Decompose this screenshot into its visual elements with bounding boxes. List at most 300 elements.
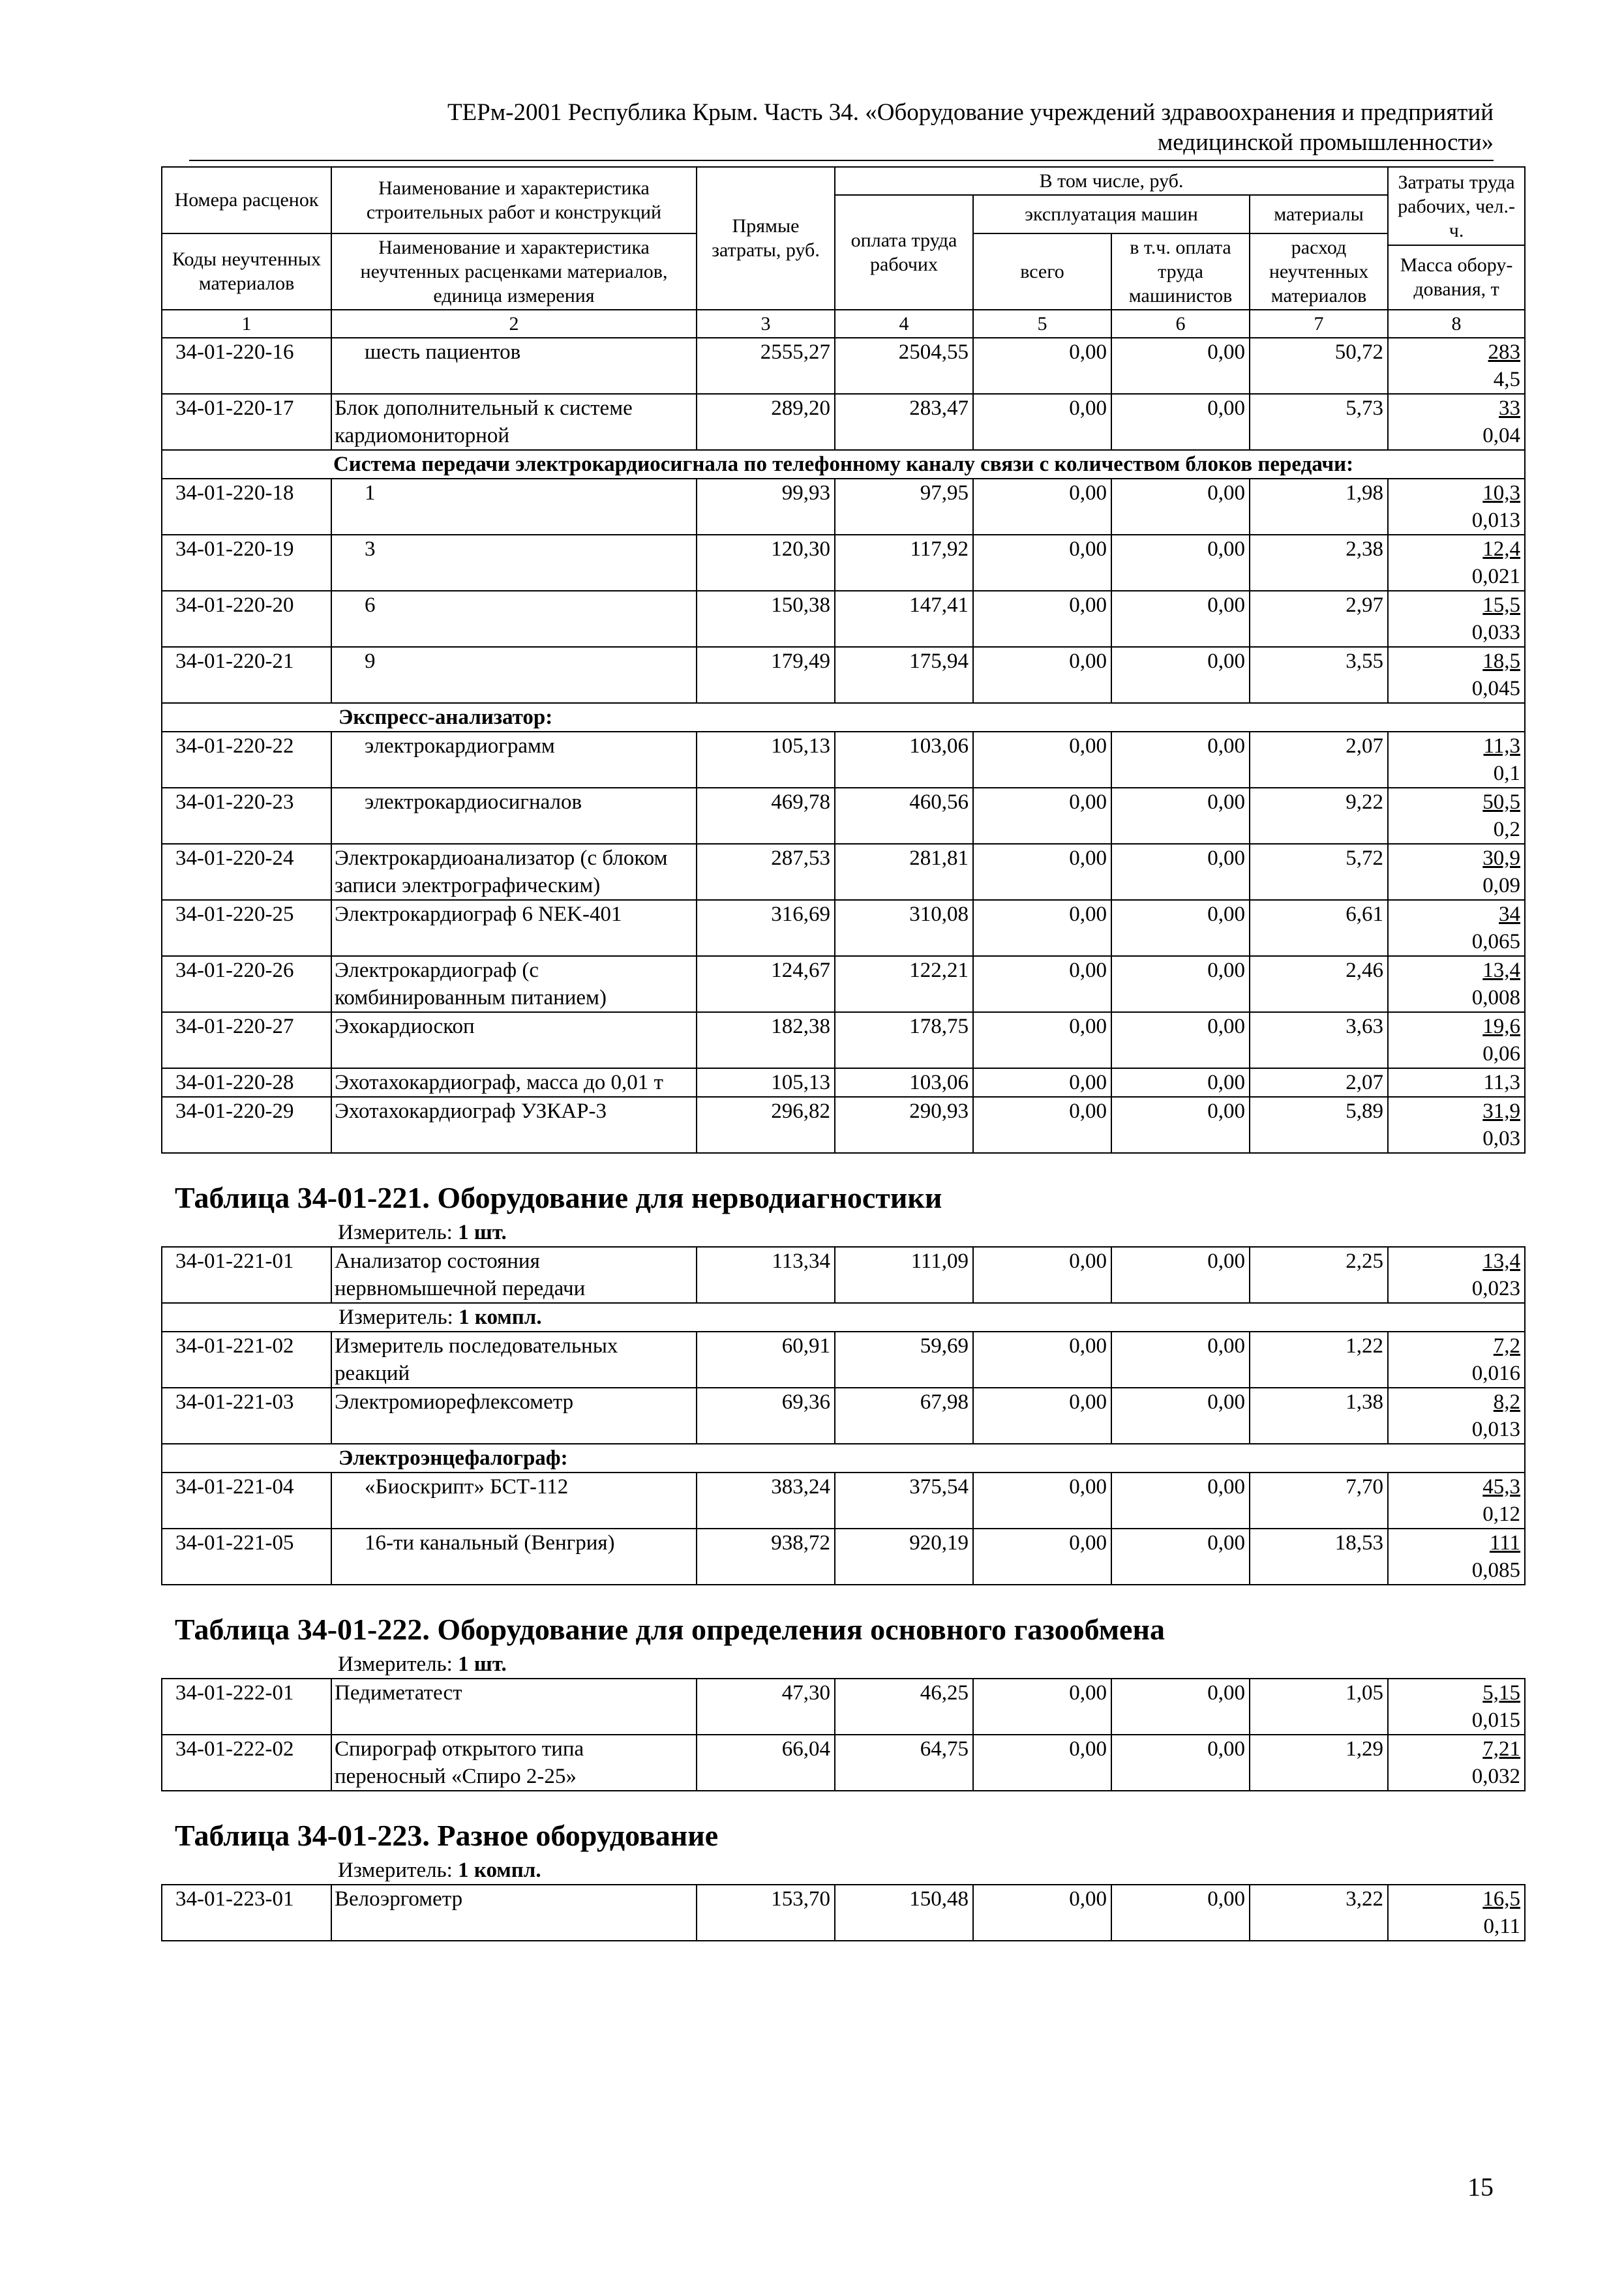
machines-total: 0,00 — [973, 394, 1111, 450]
equipment-mass: 0,016 — [1471, 1361, 1521, 1385]
head-machines: эксплуатация машин — [973, 195, 1250, 233]
head-machines-total: всего — [973, 233, 1111, 310]
labor-costs: 10,3 — [1482, 481, 1521, 505]
table-row — [162, 1247, 1525, 1303]
rate-code: 34-01-220-21 — [162, 647, 331, 703]
labor-and-mass — [1388, 1388, 1525, 1444]
labor-costs: 31,9 — [1482, 1099, 1521, 1123]
equipment-mass: 0,065 — [1471, 929, 1521, 953]
worker-pay: 178,75 — [835, 1012, 973, 1068]
table-title-row — [162, 1791, 1525, 1857]
rate-code: 34-01-220-16 — [162, 338, 331, 394]
labor-costs: 30,9 — [1482, 846, 1521, 870]
measure-label: Измеритель: — [338, 1858, 459, 1882]
labor-and-mass — [1388, 647, 1525, 703]
worker-pay: 103,06 — [835, 732, 973, 788]
equipment-mass: 4,5 — [1493, 367, 1521, 391]
machines-total: 0,00 — [973, 591, 1111, 647]
rate-code: 34-01-222-01 — [162, 1679, 331, 1735]
head-labor-costs: Затраты труда рабочих, чел.-ч. — [1388, 167, 1525, 245]
table-row — [162, 479, 1525, 535]
table-title-223: Таблица 34-01-223. Разное оборудование — [175, 1818, 719, 1852]
rate-name: Электрокардиограф 6 NEK-401 — [331, 900, 697, 956]
table-title-222: Таблица 34-01-222. Оборудование для определения основного газообмена — [175, 1612, 1165, 1646]
machines-total: 0,00 — [973, 1473, 1111, 1529]
table-row — [162, 1885, 1525, 1941]
machines-total: 0,00 — [973, 1735, 1111, 1791]
table-row — [162, 535, 1525, 591]
table-body — [162, 338, 1525, 1941]
materials-cost: 5,72 — [1250, 844, 1388, 900]
header-rule — [189, 160, 1494, 161]
labor-and-mass — [1388, 1012, 1525, 1068]
worker-pay: 290,93 — [835, 1097, 973, 1153]
head-materials: материалы — [1250, 195, 1388, 233]
materials-cost: 2,97 — [1250, 591, 1388, 647]
machinist-pay: 0,00 — [1111, 394, 1250, 450]
direct-costs: 120,30 — [697, 535, 835, 591]
labor-costs: 8,2 — [1493, 1390, 1521, 1414]
machinist-pay: 0,00 — [1111, 900, 1250, 956]
rate-name: Измеритель последовательных реакций — [331, 1332, 697, 1388]
labor-and-mass — [1388, 1885, 1525, 1941]
labor-costs: 283 — [1488, 340, 1521, 364]
labor-and-mass — [1388, 1247, 1525, 1303]
rate-name: 9 — [331, 647, 697, 703]
equipment-mass: 0,04 — [1482, 423, 1521, 447]
direct-costs: 66,04 — [697, 1735, 835, 1791]
labor-and-mass — [1388, 956, 1525, 1012]
head-machinist-pay: в т.ч. оплата труда машинистов — [1111, 233, 1250, 310]
direct-costs: 938,72 — [697, 1529, 835, 1585]
table-title-row — [162, 1153, 1525, 1219]
rate-name: 16-ти канальный (Венгрия) — [331, 1529, 697, 1585]
labor-and-mass — [1388, 1332, 1525, 1388]
materials-cost: 5,73 — [1250, 394, 1388, 450]
table-title-221: Таблица 34-01-221. Оборудование для нерводиагностики — [175, 1180, 942, 1214]
labor-costs: 12,4 — [1482, 537, 1521, 561]
rate-name: 1 — [331, 479, 697, 535]
labor-costs: 16,5 — [1482, 1887, 1521, 1911]
head-material-names: Наименование и характеристика неучтенных расценками материалов, единица измерения — [331, 233, 697, 310]
labor-and-mass — [1388, 479, 1525, 535]
equipment-mass: 0,2 — [1493, 817, 1521, 841]
machines-total: 0,00 — [973, 1388, 1111, 1444]
machinist-pay: 0,00 — [1111, 1247, 1250, 1303]
equipment-mass: 0,045 — [1471, 676, 1521, 700]
machinist-pay: 0,00 — [1111, 1885, 1250, 1941]
equipment-mass: 0,021 — [1471, 564, 1521, 588]
machinist-pay: 0,00 — [1111, 1012, 1250, 1068]
machinist-pay: 0,00 — [1111, 844, 1250, 900]
page-number: 15 — [1467, 2172, 1494, 2202]
worker-pay: 283,47 — [835, 394, 973, 450]
labor-and-mass — [1388, 338, 1525, 394]
direct-costs: 153,70 — [697, 1885, 835, 1941]
labor-and-mass — [1388, 1097, 1525, 1153]
machines-total: 0,00 — [973, 844, 1111, 900]
worker-pay: 920,19 — [835, 1529, 973, 1585]
subheading-row — [162, 450, 1525, 479]
subheading: Система передачи электрокардиосигнала по телефонному каналу связи с количеством блоков передачи: — [162, 450, 1525, 479]
materials-cost: 3,55 — [1250, 647, 1388, 703]
machinist-pay: 0,00 — [1111, 591, 1250, 647]
table-row — [162, 844, 1525, 900]
materials-cost: 3,63 — [1250, 1012, 1388, 1068]
table-row — [162, 647, 1525, 703]
materials-cost: 2,25 — [1250, 1247, 1388, 1303]
equipment-mass: 0,013 — [1471, 508, 1521, 532]
worker-pay: 281,81 — [835, 844, 973, 900]
rate-name: 6 — [331, 591, 697, 647]
table-row — [162, 1012, 1525, 1068]
rate-code: 34-01-220-25 — [162, 900, 331, 956]
rate-code: 34-01-220-27 — [162, 1012, 331, 1068]
rate-name: Электромиорефлексометр — [331, 1388, 697, 1444]
direct-costs: 113,34 — [697, 1247, 835, 1303]
direct-costs: 316,69 — [697, 900, 835, 956]
col-num: 5 — [973, 310, 1111, 338]
col-num: 8 — [1388, 310, 1525, 338]
rate-code: 34-01-220-26 — [162, 956, 331, 1012]
direct-costs: 469,78 — [697, 788, 835, 844]
equipment-mass: 0,03 — [1482, 1126, 1521, 1150]
table-row — [162, 900, 1525, 956]
labor-costs: 19,6 — [1482, 1014, 1521, 1038]
labor-and-mass — [1388, 1473, 1525, 1529]
labor-and-mass — [1388, 535, 1525, 591]
labor-and-mass — [1388, 788, 1525, 844]
materials-cost: 1,38 — [1250, 1388, 1388, 1444]
machinist-pay: 0,00 — [1111, 732, 1250, 788]
direct-costs: 383,24 — [697, 1473, 835, 1529]
labor-and-mass — [1388, 900, 1525, 956]
machines-total: 0,00 — [973, 732, 1111, 788]
rate-name: Эхотахокардиограф, масса до 0,01 т — [331, 1068, 697, 1097]
worker-pay: 64,75 — [835, 1735, 973, 1791]
labor-costs: 7,21 — [1482, 1737, 1521, 1761]
worker-pay: 2504,55 — [835, 338, 973, 394]
rate-code: 34-01-220-19 — [162, 535, 331, 591]
table-row — [162, 1068, 1525, 1097]
table-row — [162, 1097, 1525, 1153]
equipment-mass: 0,032 — [1471, 1764, 1521, 1788]
rate-name: шесть пациентов — [331, 338, 697, 394]
table-row — [162, 338, 1525, 394]
machinist-pay: 0,00 — [1111, 479, 1250, 535]
equipment-mass: 0,11 — [1483, 1914, 1521, 1938]
measure-label: Измеритель: — [338, 1220, 459, 1244]
materials-cost: 2,38 — [1250, 535, 1388, 591]
head-rate-numbers: Номера расценок — [162, 167, 331, 233]
worker-pay: 103,06 — [835, 1068, 973, 1097]
col-num: 4 — [835, 310, 973, 338]
subheading: Электроэнцефалограф: — [162, 1444, 1525, 1473]
rate-name: Велоэргометр — [331, 1885, 697, 1941]
rate-code: 34-01-221-03 — [162, 1388, 331, 1444]
worker-pay: 150,48 — [835, 1885, 973, 1941]
materials-cost: 3,22 — [1250, 1885, 1388, 1941]
worker-pay: 310,08 — [835, 900, 973, 956]
subheading: Экспресс-анализатор: — [162, 703, 1525, 732]
rate-code: 34-01-221-01 — [162, 1247, 331, 1303]
rate-name: Электрокардиоанализатор (с блоком записи электрографическим) — [331, 844, 697, 900]
labor-costs: 13,4 — [1482, 958, 1521, 982]
machinist-pay: 0,00 — [1111, 788, 1250, 844]
direct-costs: 105,13 — [697, 732, 835, 788]
direct-costs: 287,53 — [697, 844, 835, 900]
materials-cost: 1,98 — [1250, 479, 1388, 535]
machinist-pay: 0,00 — [1111, 1529, 1250, 1585]
rate-code: 34-01-220-20 — [162, 591, 331, 647]
worker-pay: 147,41 — [835, 591, 973, 647]
equipment-mass: 0,033 — [1471, 620, 1521, 644]
worker-pay: 46,25 — [835, 1679, 973, 1735]
rate-name: электрокардиосигналов — [331, 788, 697, 844]
table-row — [162, 394, 1525, 450]
rate-code: 34-01-222-02 — [162, 1735, 331, 1791]
col-num: 7 — [1250, 310, 1388, 338]
worker-pay: 97,95 — [835, 479, 973, 535]
labor-costs: 111 — [1489, 1531, 1521, 1555]
equipment-mass: 0,015 — [1471, 1708, 1521, 1732]
machines-total: 0,00 — [973, 788, 1111, 844]
col-num: 1 — [162, 310, 331, 338]
machinist-pay: 0,00 — [1111, 338, 1250, 394]
rates-table — [161, 166, 1526, 1941]
head-direct-costs: Прямые затраты, руб. — [697, 167, 835, 310]
equipment-mass: 0,12 — [1482, 1502, 1521, 1526]
direct-costs: 60,91 — [697, 1332, 835, 1388]
machinist-pay: 0,00 — [1111, 1679, 1250, 1735]
rate-code: 34-01-220-18 — [162, 479, 331, 535]
materials-cost: 5,89 — [1250, 1097, 1388, 1153]
rate-name: 3 — [331, 535, 697, 591]
table-row — [162, 788, 1525, 844]
materials-cost: 1,22 — [1250, 1332, 1388, 1388]
labor-and-mass — [1388, 1068, 1525, 1097]
table-title-row — [162, 1585, 1525, 1651]
equipment-mass: 0,1 — [1493, 761, 1521, 785]
worker-pay: 67,98 — [835, 1388, 973, 1444]
table-row — [162, 1473, 1525, 1529]
measure-value: 1 шт. — [458, 1220, 507, 1244]
table-row — [162, 732, 1525, 788]
labor-costs: 33 — [1499, 396, 1521, 420]
machinist-pay: 0,00 — [1111, 1473, 1250, 1529]
machines-total: 0,00 — [973, 1247, 1111, 1303]
direct-costs: 47,30 — [697, 1679, 835, 1735]
direct-costs: 99,93 — [697, 479, 835, 535]
head-mass: Масса обору-дования, т — [1388, 245, 1525, 309]
header-line-2: медицинской промышленности» — [1157, 129, 1494, 156]
rate-code: 34-01-220-22 — [162, 732, 331, 788]
labor-costs: 11,3 — [1483, 734, 1521, 758]
equipment-mass: 0,013 — [1471, 1417, 1521, 1441]
head-unaccounted-materials: расход неучтенных материалов — [1250, 233, 1388, 310]
table-row — [162, 956, 1525, 1012]
head-including: В том числе, руб. — [835, 167, 1388, 195]
labor-and-mass — [1388, 591, 1525, 647]
machines-total: 0,00 — [973, 1332, 1111, 1388]
labor-costs: 45,3 — [1482, 1474, 1521, 1499]
rate-code: 34-01-223-01 — [162, 1885, 331, 1941]
labor-costs: 15,5 — [1482, 593, 1521, 617]
labor-costs: 18,5 — [1482, 649, 1521, 673]
measure-unit — [162, 1303, 1525, 1332]
measure-row — [162, 1651, 1525, 1679]
labor-and-mass — [1388, 1529, 1525, 1585]
equipment-mass: 0,023 — [1471, 1276, 1521, 1300]
rate-code: 34-01-220-24 — [162, 844, 331, 900]
direct-costs: 105,13 — [697, 1068, 835, 1097]
subheading-row — [162, 703, 1525, 732]
labor-and-mass — [1388, 732, 1525, 788]
rate-name: Педиметатест — [331, 1679, 697, 1735]
machinist-pay: 0,00 — [1111, 1332, 1250, 1388]
rate-name: Анализатор состояния нервномышечной передачи — [331, 1247, 697, 1303]
measure-row — [162, 1219, 1525, 1247]
machinist-pay: 0,00 — [1111, 1735, 1250, 1791]
machines-total: 0,00 — [973, 1097, 1111, 1153]
machinist-pay: 0,00 — [1111, 1068, 1250, 1097]
materials-cost: 6,61 — [1250, 900, 1388, 956]
machines-total: 0,00 — [973, 900, 1111, 956]
measure-value: 1 шт. — [458, 1652, 507, 1676]
machines-total: 0,00 — [973, 479, 1111, 535]
labor-costs: 7,2 — [1493, 1334, 1521, 1358]
machines-total: 0,00 — [973, 1529, 1111, 1585]
labor-and-mass — [1388, 1735, 1525, 1791]
measure-value: 1 компл. — [458, 1858, 541, 1882]
rate-name: Электрокардиограф (с комбинированным питанием) — [331, 956, 697, 1012]
labor-costs: 11,3 — [1483, 1070, 1521, 1094]
labor-costs: 13,4 — [1482, 1249, 1521, 1273]
direct-costs: 296,82 — [697, 1097, 835, 1153]
equipment-mass: 0,008 — [1471, 985, 1521, 1010]
direct-costs: 179,49 — [697, 647, 835, 703]
rate-code: 34-01-220-29 — [162, 1097, 331, 1153]
machines-total: 0,00 — [973, 1068, 1111, 1097]
rate-name: Эхокардиоскоп — [331, 1012, 697, 1068]
labor-costs: 50,5 — [1482, 790, 1521, 814]
measure-unit — [162, 1219, 1525, 1247]
measure-unit — [162, 1857, 1525, 1885]
direct-costs: 124,67 — [697, 956, 835, 1012]
measure-row — [162, 1857, 1525, 1885]
rate-name: Блок дополнительный к системе кардиомониторной — [331, 394, 697, 450]
machines-total: 0,00 — [973, 338, 1111, 394]
col-num: 6 — [1111, 310, 1250, 338]
head-worker-pay: оплата труда рабочих — [835, 195, 973, 310]
materials-cost: 1,29 — [1250, 1735, 1388, 1791]
materials-cost: 50,72 — [1250, 338, 1388, 394]
table-row — [162, 1388, 1525, 1444]
labor-and-mass — [1388, 394, 1525, 450]
materials-cost: 2,46 — [1250, 956, 1388, 1012]
machines-total: 0,00 — [973, 647, 1111, 703]
machines-total: 0,00 — [973, 1012, 1111, 1068]
subheading-row — [162, 1444, 1525, 1473]
rate-code: 34-01-221-05 — [162, 1529, 331, 1585]
labor-costs: 5,15 — [1482, 1681, 1521, 1705]
direct-costs: 150,38 — [697, 591, 835, 647]
rate-code: 34-01-220-17 — [162, 394, 331, 450]
materials-cost: 9,22 — [1250, 788, 1388, 844]
measure-value: 1 компл. — [459, 1305, 542, 1329]
table-row — [162, 1735, 1525, 1791]
table-row — [162, 1679, 1525, 1735]
measure-unit — [162, 1651, 1525, 1679]
materials-cost: 1,05 — [1250, 1679, 1388, 1735]
column-numbers-row — [162, 310, 1525, 338]
head-material-codes: Коды неучтенных материалов — [162, 233, 331, 310]
worker-pay: 59,69 — [835, 1332, 973, 1388]
machines-total: 0,00 — [973, 535, 1111, 591]
table-head — [162, 167, 1525, 338]
running-header — [189, 98, 1494, 158]
rate-code: 34-01-221-04 — [162, 1473, 331, 1529]
rate-name: «Биоскрипт» БСТ-112 — [331, 1473, 697, 1529]
machines-total: 0,00 — [973, 956, 1111, 1012]
rate-code: 34-01-221-02 — [162, 1332, 331, 1388]
col-num: 2 — [331, 310, 697, 338]
table-row — [162, 591, 1525, 647]
measure-label: Измеритель: — [338, 1305, 459, 1329]
equipment-mass: 0,09 — [1482, 873, 1521, 897]
equipment-mass: 0,06 — [1482, 1041, 1521, 1066]
table-row — [162, 1332, 1525, 1388]
col-num: 3 — [697, 310, 835, 338]
labor-and-mass — [1388, 844, 1525, 900]
direct-costs: 182,38 — [697, 1012, 835, 1068]
machinist-pay: 0,00 — [1111, 647, 1250, 703]
measure-row — [162, 1303, 1525, 1332]
machinist-pay: 0,00 — [1111, 535, 1250, 591]
materials-cost: 18,53 — [1250, 1529, 1388, 1585]
rate-code: 34-01-220-28 — [162, 1068, 331, 1097]
worker-pay: 175,94 — [835, 647, 973, 703]
worker-pay: 375,54 — [835, 1473, 973, 1529]
direct-costs: 289,20 — [697, 394, 835, 450]
labor-and-mass — [1388, 1679, 1525, 1735]
rate-code: 34-01-220-23 — [162, 788, 331, 844]
machinist-pay: 0,00 — [1111, 956, 1250, 1012]
equipment-mass: 0,085 — [1471, 1558, 1521, 1582]
worker-pay: 460,56 — [835, 788, 973, 844]
worker-pay: 122,21 — [835, 956, 973, 1012]
table-row — [162, 1529, 1525, 1585]
header-line-1: ТЕРм-2001 Республика Крым. Часть 34. «Оборудование учреждений здравоохранения и предприятий — [447, 99, 1494, 126]
machinist-pay: 0,00 — [1111, 1097, 1250, 1153]
direct-costs: 2555,27 — [697, 338, 835, 394]
machinist-pay: 0,00 — [1111, 1388, 1250, 1444]
worker-pay: 111,09 — [835, 1247, 973, 1303]
machines-total: 0,00 — [973, 1679, 1111, 1735]
rate-name: Эхотахокардиограф УЗКАР-3 — [331, 1097, 697, 1153]
materials-cost: 2,07 — [1250, 732, 1388, 788]
rate-name: Спирограф открытого типа переносный «Спиро 2-25» — [331, 1735, 697, 1791]
machines-total: 0,00 — [973, 1885, 1111, 1941]
measure-label: Измеритель: — [338, 1652, 459, 1676]
head-work-name: Наименование и характеристика строительных работ и конструкций — [331, 167, 697, 233]
materials-cost: 7,70 — [1250, 1473, 1388, 1529]
worker-pay: 117,92 — [835, 535, 973, 591]
rate-name: электрокардиограмм — [331, 732, 697, 788]
materials-cost: 2,07 — [1250, 1068, 1388, 1097]
direct-costs: 69,36 — [697, 1388, 835, 1444]
labor-costs: 34 — [1499, 902, 1521, 926]
